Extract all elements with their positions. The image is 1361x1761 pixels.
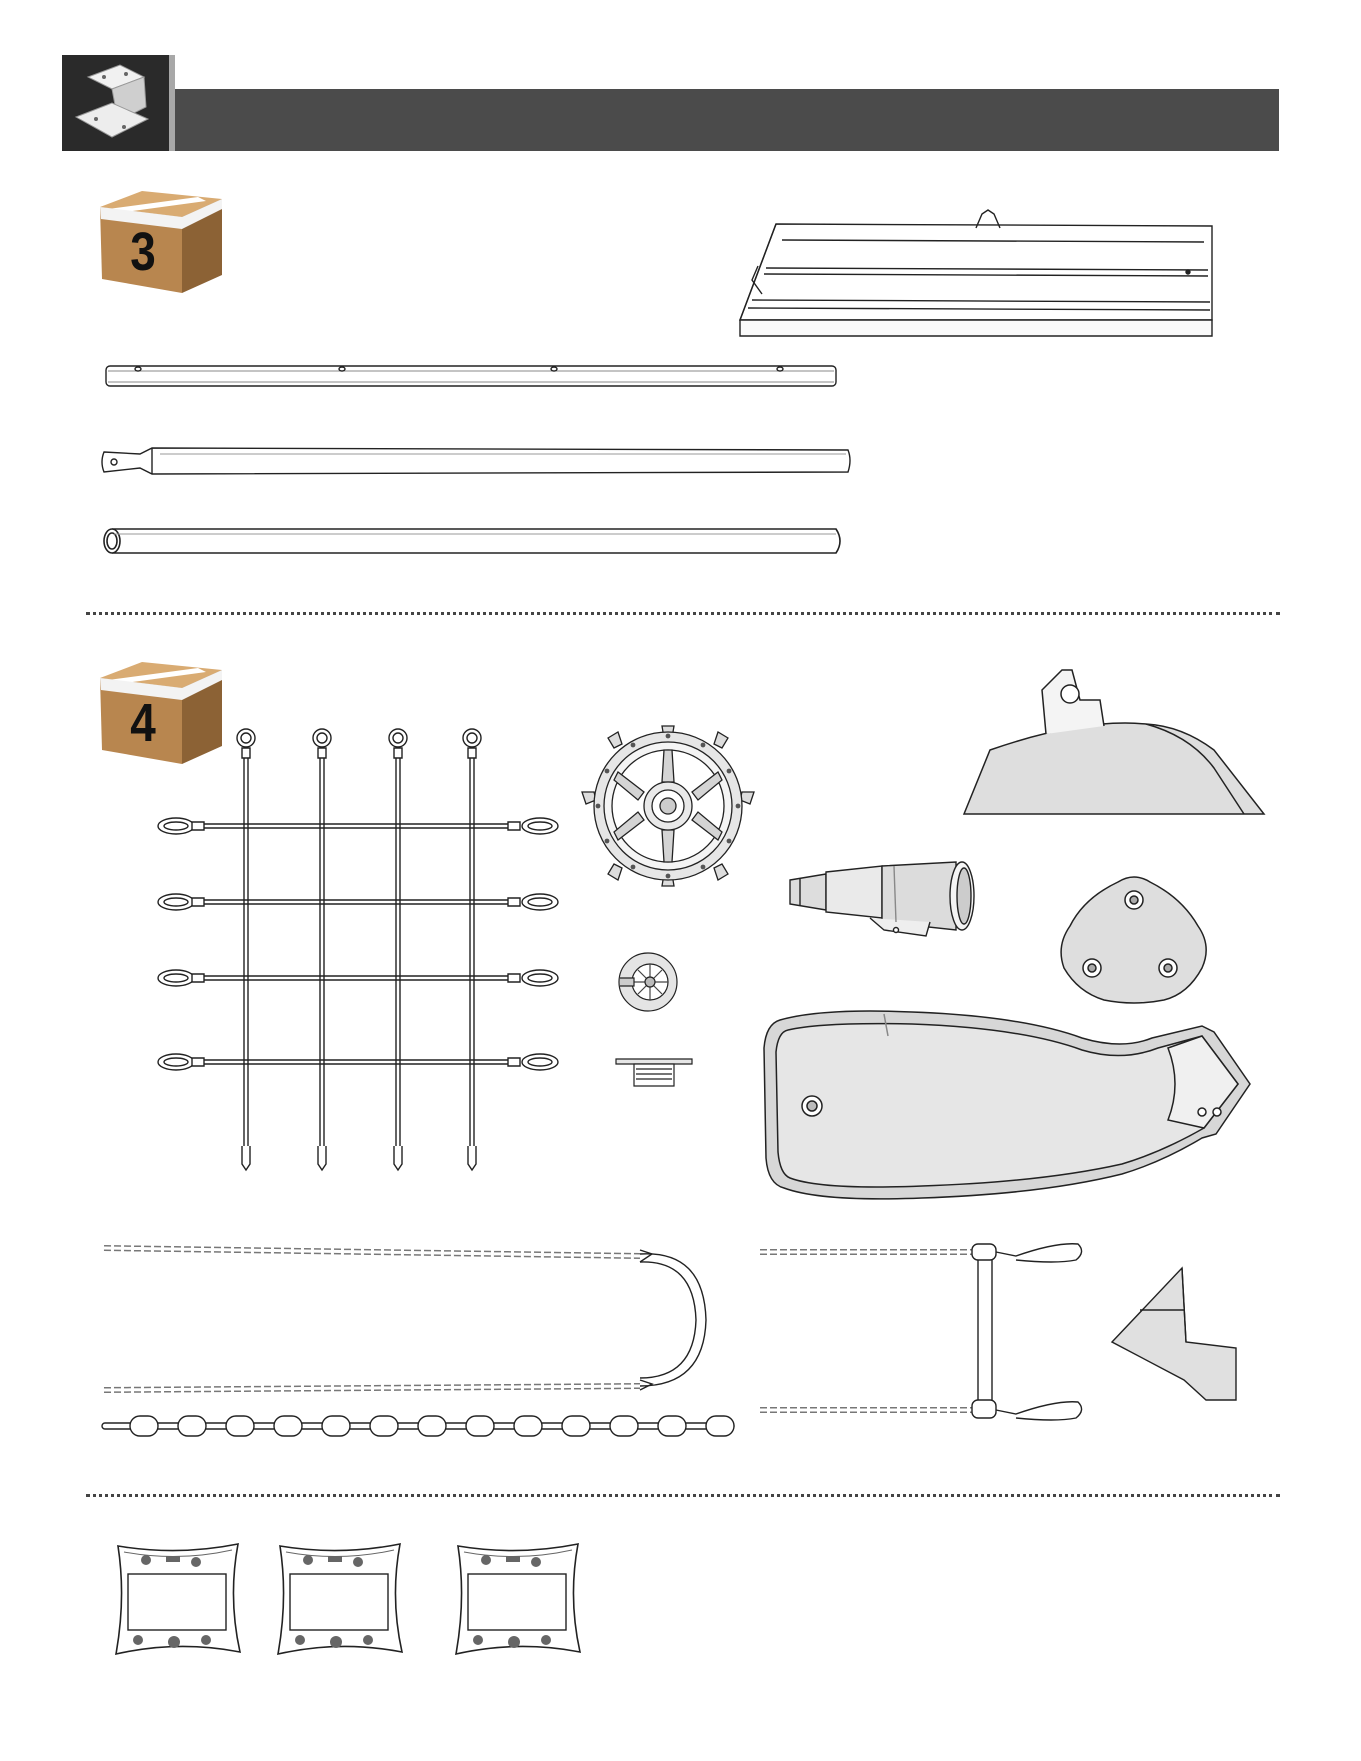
hardware-pack-2 (270, 1540, 410, 1658)
hardware-bag-icon (270, 1540, 410, 1658)
cargo-net (148, 726, 574, 1172)
wheel-bushing (614, 1056, 696, 1088)
box-4-number: 4 (130, 693, 156, 753)
box-3 (98, 185, 224, 295)
header-bar (175, 89, 1279, 151)
bracket-icon (62, 55, 169, 151)
corner-cap (1110, 1264, 1238, 1402)
open-end-pipe (100, 526, 846, 556)
box-3-number: 3 (130, 222, 156, 282)
triangle-plate (1056, 868, 1212, 1008)
pipe-with-flattened-end (100, 444, 852, 478)
swing-chain-seat (100, 1240, 712, 1398)
tube-slide-bracket (962, 666, 1266, 818)
net-vertical-ropes (244, 758, 474, 1146)
flat-panel-frame (738, 208, 1214, 340)
chain (100, 1412, 738, 1440)
section-divider (86, 1494, 1280, 1497)
section-divider (86, 612, 1280, 615)
net-bottom-hooks (242, 1146, 476, 1170)
hardware-pack-3 (448, 1540, 588, 1658)
cardboard-box-icon (98, 185, 224, 295)
telescope (786, 860, 992, 944)
hardware-bag-icon (448, 1540, 588, 1658)
slide-seat (762, 1008, 1250, 1204)
net-horizontal-ropes (158, 818, 558, 1070)
hardware-bag-icon (108, 1540, 248, 1658)
wheel-cap (612, 950, 686, 1014)
hardware-pack-1 (108, 1540, 248, 1658)
trapeze-bar (756, 1240, 1086, 1428)
header-bracket-icon (62, 55, 169, 151)
ship-wheel (578, 722, 758, 890)
header-title (175, 105, 195, 135)
pipe-with-holes (104, 363, 840, 389)
net-top-rings (237, 729, 481, 758)
